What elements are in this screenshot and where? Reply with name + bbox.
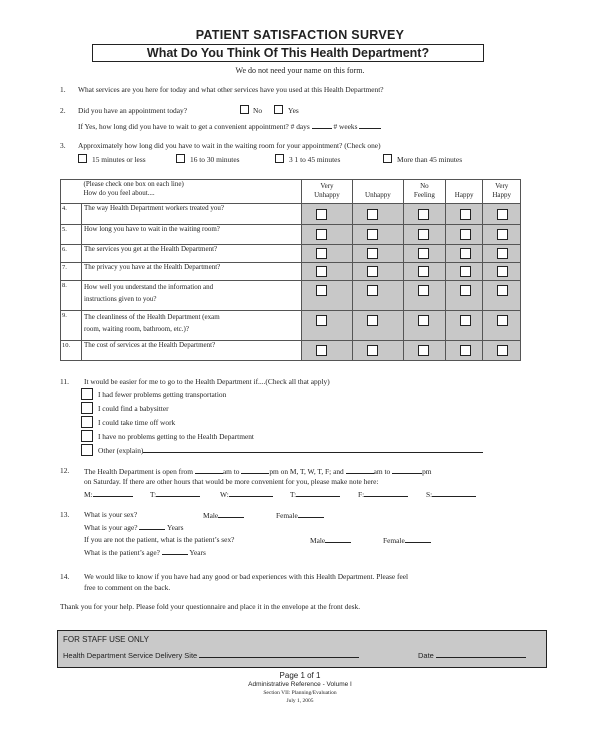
header-very-happy: Very Happy (483, 180, 521, 204)
row-number: 5. (61, 225, 82, 245)
anonymous-note: We do not need your name on this form. (235, 66, 365, 75)
q11-text: It would be easier for me to go to the Health Department if....(Check all that apply) (84, 377, 330, 386)
q12-day-W: W: (220, 489, 273, 499)
survey-subtitle: What Do You Think Of This Health Department? (92, 44, 484, 62)
rating-checkbox[interactable] (497, 345, 508, 356)
q2-no-checkbox[interactable] (240, 105, 249, 114)
q13-patient-age: What is the patient’s age? Years (84, 548, 206, 557)
q12-day-T2: T: (290, 489, 340, 499)
rating-checkbox[interactable] (418, 248, 429, 259)
q13-number: 13. (60, 510, 70, 519)
q2-yes-label: Yes (288, 106, 299, 115)
q3-option-3-label: 3 1 to 45 minutes (289, 155, 341, 164)
q3-option-2-label: 16 to 30 minutes (190, 155, 240, 164)
staff-label: FOR STAFF USE ONLY (63, 635, 149, 644)
q2-no-label: No (253, 106, 263, 115)
q14-text-2: free to comment on the back. (84, 583, 171, 592)
q13-patient-sex-label: If you are not the patient, what is the patient’s sex? (84, 535, 235, 544)
staff-use-box (57, 630, 547, 668)
rating-checkbox[interactable] (316, 266, 327, 277)
rating-checkbox[interactable] (418, 266, 429, 277)
q12-day-field[interactable] (364, 489, 408, 497)
rating-checkbox[interactable] (460, 345, 471, 356)
q11-option-4-label: I have no problems getting to the Health Department (98, 432, 254, 441)
q2-days-field[interactable] (312, 121, 332, 129)
q1-number: 1. (60, 85, 66, 94)
rating-checkbox[interactable] (316, 209, 327, 220)
staff-site-field[interactable] (199, 650, 359, 658)
rating-checkbox[interactable] (497, 209, 508, 220)
thank-you-note: Thank you for your help. Please fold your questionnaire and place it in the envelope at the front desk. (60, 602, 361, 611)
header-no-feeling: No Feeling (403, 180, 445, 204)
header-very-unhappy: Very Unhappy (302, 180, 353, 204)
q3-option-4-checkbox[interactable] (383, 154, 392, 163)
q3-option-1-label: 15 minutes or less (92, 155, 146, 164)
q11-option-1-label: I had fewer problems getting transportation (98, 390, 227, 399)
q2-weeks-label: # weeks (333, 122, 358, 131)
table-row (61, 263, 521, 281)
rating-checkbox[interactable] (497, 285, 508, 296)
q11-option-3-checkbox[interactable] (81, 416, 93, 428)
row-question: The privacy you have at the Health Department? (82, 263, 302, 281)
table-instruction-1: (Please check one box on each line) (83, 180, 184, 188)
row-question: The services you get at the Health Department? (82, 245, 302, 263)
q3-option-1-checkbox[interactable] (78, 154, 87, 163)
rating-checkbox[interactable] (316, 248, 327, 259)
q13-male: Male (203, 510, 244, 520)
q11-number: 11. (60, 377, 69, 386)
rating-checkbox[interactable] (418, 209, 429, 220)
q2-weeks-field[interactable] (359, 121, 381, 129)
rating-checkbox[interactable] (497, 266, 508, 277)
row-question: The way Health Department workers treated you? (82, 204, 302, 225)
footer-date: July 1, 2005 (286, 698, 314, 704)
q11-option-5-label: Other (explain) (98, 445, 483, 455)
rating-checkbox[interactable] (316, 229, 327, 240)
q12-day-field[interactable] (296, 489, 340, 497)
q12-saturday-close-field[interactable] (392, 466, 422, 474)
q2-text: Did you have an appointment today? (78, 106, 187, 115)
q2-followup (78, 121, 381, 131)
q3-option-3-checkbox[interactable] (275, 154, 284, 163)
q12-day-field[interactable] (432, 489, 476, 497)
q13-patient-male: Male (310, 535, 351, 545)
rating-checkbox[interactable] (460, 266, 471, 277)
row-number: 8. (61, 281, 82, 311)
q12-weekday-close-field[interactable] (241, 466, 269, 474)
row-question: How well you understand the information and instructions given to you? (82, 281, 302, 311)
header-unhappy: Unhappy (352, 180, 403, 204)
q12-line-1: The Health Department is open from am to pm on M, T, W, T, F; and am to pm (84, 467, 432, 476)
rating-checkbox[interactable] (418, 345, 429, 356)
rating-checkbox[interactable] (497, 248, 508, 259)
q13-sex-label: What is your sex? (84, 510, 138, 519)
table-row (61, 341, 521, 361)
survey-title: PATIENT SATISFACTION SURVEY (195, 28, 405, 42)
rating-checkbox[interactable] (367, 229, 378, 240)
q14-number: 14. (60, 572, 70, 581)
q12-number: 12. (60, 466, 70, 475)
q12-line-2: on Saturday. If there are other hours that would be more convenient for you, please make note here: (84, 477, 379, 486)
footer-section: Section VII: Planning/Evaluation (263, 690, 337, 696)
rating-checkbox[interactable] (460, 285, 471, 296)
q3-number: 3. (60, 141, 66, 150)
q13-patient-female: Female (383, 535, 431, 545)
rating-checkbox[interactable] (418, 315, 429, 326)
q1-text: What services are you here for today and what other services have you used at this Health Department? (78, 85, 384, 94)
q3-option-2-checkbox[interactable] (176, 154, 185, 163)
row-number: 7. (61, 263, 82, 281)
header-happy: Happy (445, 180, 483, 204)
rating-checkbox[interactable] (367, 266, 378, 277)
q12-day-field[interactable] (93, 489, 133, 497)
q3-option-4-label: More than 45 minutes (397, 155, 463, 164)
q12-day-field[interactable] (156, 489, 200, 497)
table-instruction-2: How do you feel about.... (83, 189, 155, 197)
q11-option-2-checkbox[interactable] (81, 402, 93, 414)
q11-option-2-label: I could find a babysitter (98, 404, 169, 413)
rating-checkbox[interactable] (460, 209, 471, 220)
q13-female: Female (276, 510, 324, 520)
rating-checkbox[interactable] (418, 285, 429, 296)
q12-day-M: M: (84, 489, 133, 499)
staff-date-field[interactable] (436, 650, 526, 658)
row-number: 9. (61, 311, 82, 341)
rating-checkbox[interactable] (460, 315, 471, 326)
q11-other-field[interactable] (143, 445, 483, 453)
staff-date: Date (418, 650, 526, 660)
row-question: The cleanliness of the Health Department (exam room, waiting room, bathroom, etc.)? (82, 311, 302, 341)
row-question: The cost of services at the Health Department? (82, 341, 302, 361)
q12-saturday-open-field[interactable] (346, 466, 374, 474)
q13-patient-age-field[interactable] (162, 547, 188, 555)
footer-reference: Administrative Reference - Volume I (248, 681, 352, 688)
rating-checkbox[interactable] (367, 345, 378, 356)
q2-followup-text: If Yes, how long did you have to wait to get a convenient appointment? # days (78, 122, 310, 131)
rating-checkbox[interactable] (367, 285, 378, 296)
rating-checkbox[interactable] (316, 315, 327, 326)
row-number: 6. (61, 245, 82, 263)
q13-patient-female-field[interactable] (405, 535, 431, 543)
q13-patient-male-field[interactable] (325, 535, 351, 543)
rating-checkbox[interactable] (497, 229, 508, 240)
rating-checkbox[interactable] (460, 229, 471, 240)
q12-day-S: S: (426, 489, 476, 499)
staff-site: Health Department Service Delivery Site (63, 650, 359, 660)
rating-checkbox[interactable] (367, 248, 378, 259)
q13-age-field[interactable] (139, 522, 165, 530)
q14-text: We would like to know if you have had any good or bad experiences with this Health Department. Please feel (84, 572, 409, 581)
table-instructions (82, 180, 302, 204)
rating-checkbox[interactable] (460, 248, 471, 259)
footer-page: Page 1 of 1 (279, 671, 321, 680)
table-row (61, 311, 521, 341)
q12-weekday-open-field[interactable] (195, 466, 223, 474)
rating-checkbox[interactable] (367, 209, 378, 220)
q12-day-T: T: (150, 489, 200, 499)
q12-day-field[interactable] (229, 489, 273, 497)
rating-checkbox[interactable] (316, 285, 327, 296)
q13-age: What is your age? Years (84, 523, 184, 532)
rating-checkbox[interactable] (367, 315, 378, 326)
row-number: 10. (61, 341, 82, 361)
q2-number: 2. (60, 106, 66, 115)
row-number: 4. (61, 204, 82, 225)
table-row (61, 245, 521, 263)
q3-text: Approximately how long did you have to wait in the waiting room for your appointment? (Check one) (78, 141, 381, 150)
rating-checkbox[interactable] (418, 229, 429, 240)
table-row (61, 281, 521, 311)
q12-day-F: F: (358, 489, 408, 499)
q2-yes-checkbox[interactable] (274, 105, 283, 114)
row-question: How long you have to wait in the waiting room? (82, 225, 302, 245)
q13-male-field[interactable] (218, 510, 244, 518)
q11-option-5-checkbox[interactable] (81, 444, 93, 456)
table-row (61, 204, 521, 225)
rating-table (60, 179, 521, 361)
rating-checkbox[interactable] (316, 345, 327, 356)
table-row (61, 225, 521, 245)
rating-checkbox[interactable] (497, 315, 508, 326)
q11-option-1-checkbox[interactable] (81, 388, 93, 400)
q11-option-3-label: I could take time off work (98, 418, 176, 427)
q11-option-4-checkbox[interactable] (81, 430, 93, 442)
q13-female-field[interactable] (298, 510, 324, 518)
